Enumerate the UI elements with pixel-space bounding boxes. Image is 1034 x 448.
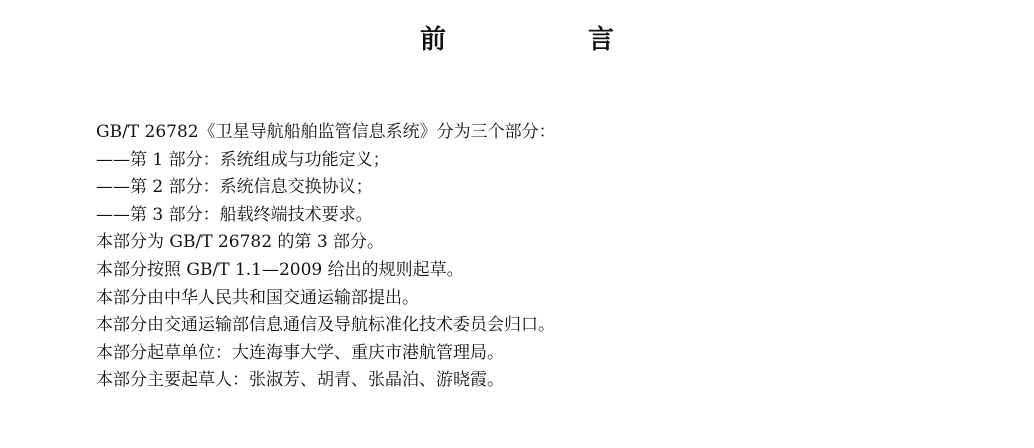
part-statement: 本部分为 GB/T 26782 的第 3 部分。 — [96, 232, 385, 253]
drafting-units: 本部分起草单位：大连海事大学、重庆市港航管理局。 — [96, 342, 504, 363]
part-1-item: ——第 1 部分：系统组成与功能定义； — [96, 149, 390, 170]
section-title: 前 言 — [419, 25, 672, 55]
foreword-body — [96, 119, 996, 395]
drafting-rules: 本部分按照 GB/T 1.1—2009 给出的规则起草。 — [96, 259, 464, 280]
part-2-item: ——第 2 部分：系统信息交换协议； — [96, 177, 373, 198]
proposer: 本部分由中华人民共和国交通运输部提出。 — [96, 287, 419, 308]
responsible-committee: 本部分由交通运输部信息通信及导航标准化技术委员会归口。 — [96, 315, 555, 336]
part-3-item: ——第 3 部分：船载终端技术要求。 — [96, 204, 373, 225]
parts-intro: GB/T 26782《卫星导航船舶监管信息系统》分为三个部分： — [96, 122, 556, 142]
main-drafters: 本部分主要起草人：张淑芳、胡青、张晶泊、游晓霞。 — [96, 370, 504, 391]
